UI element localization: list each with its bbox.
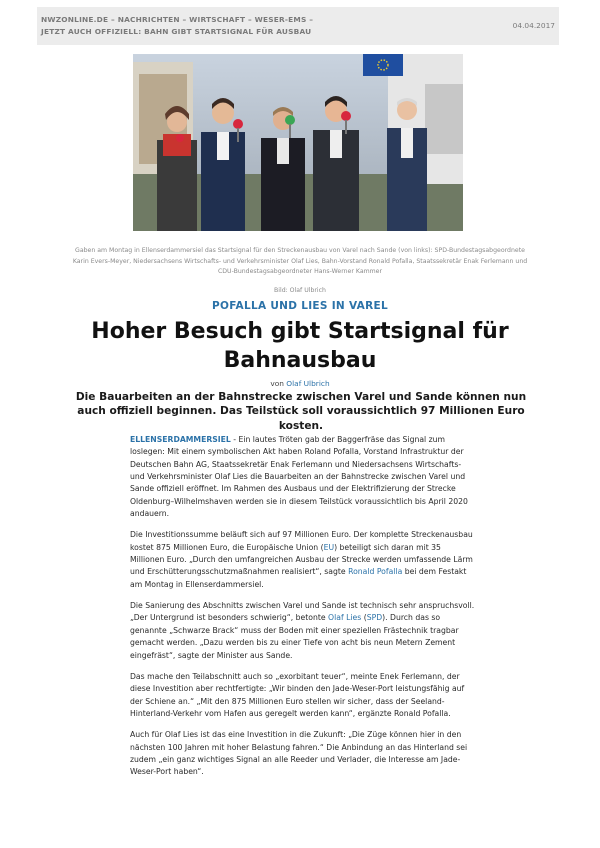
eu-flag [363, 54, 403, 76]
breadcrumb-line-1: NWZONLINE.DE – NACHRICHTEN – WIRTSCHAFT – WESER-EMS – [41, 15, 314, 24]
article-headline: Hoher Besuch gibt Startsignal für Bahnausbau [91, 319, 509, 373]
dateline: ELLENSERDAMMERSIEL [130, 435, 231, 444]
link-eu[interactable]: EU [323, 542, 335, 552]
paragraph-2 [130, 529, 475, 591]
breadcrumb[interactable] [41, 14, 441, 37]
paragraph-2-text-a: Die Investitionssumme beläuft sich auf 97 Millionen Euro. Der komplette Streckenausbau kostet 875 Millionen Euro, die Europäische Union ( [130, 530, 473, 552]
link-ronald-pofalla[interactable]: Ronald Pofalla [348, 567, 403, 577]
paragraph-5: Auch für Olaf Lies ist das eine Investition in die Zukunft: „Die Züge können hier in den nächsten 100 Jahren mit hoher Belastung fahren.“ Die Anbindung an das Hinterland sei zudem „ein ganz wichtiges Signal an alle Reeder und Verlader, die Interesse am Jade-Weser-Port haben“. [130, 730, 468, 777]
paragraph-3-text-b: ( [361, 613, 367, 623]
article-kicker: POFALLA UND LIES IN VAREL [212, 300, 388, 312]
print-header [37, 7, 559, 45]
author-link[interactable]: Olaf Ulbrich [286, 379, 330, 388]
photo-credit: Bild: Olaf Ulbrich [274, 287, 326, 294]
paragraph-4: Das mache den Teilabschnitt auch so „exorbitant teuer“, meinte Enek Ferlemann, der diese Investition aber rechtfertigte: „Wir binden den Jade-Weser-Port leistungsfähig auf der Schiene an.“ „Mit den 875 Millionen Euro stellen wir sicher, dass der Seeland-Hinterland-Verkehr vom Hafen aus geregelt werden kann“, ergänzte Ronald Pofalla. [130, 671, 465, 718]
paragraph-2-text-c: bei dem Festakt am Montag in Ellenserdammersiel. [130, 567, 467, 589]
breadcrumb-line-2: JETZT AUCH OFFIZIELL: BAHN GIBT STARTSIGNAL FÜR AUSBAU [41, 26, 312, 36]
byline-prefix: von [270, 379, 284, 388]
paragraph-3-text-a: Die Sanierung des Abschnitts zwischen Varel und Sande ist technisch sehr anspruchsvoll. „Der Untergrund ist besonders schwierig“, betonte [130, 601, 475, 623]
photo-caption: Gaben am Montag in Ellenserdammersiel das Startsignal für den Streckenausbau von Varel nach Sande (von links): SPD-Bundestagsabgeordnete Karin Evers-Meyer, Niedersachsens Wirtschafts- und Verkehrsminister Olaf Lies, Bahn-Vorstand Ronald Pofalla, Staatssekretär Enak Ferlemann und CDU-Bundestagsabgeordneter Hans-Werner Kammer [72, 247, 528, 275]
paragraph-3-text-c: ). Durch das so genannte „Schwarze Brack“ muss der Boden mit einer speziellen Frästechnik tragbar gemacht werden. „Dazu werden bis zu einer Tiefe von acht bis neun Metern Zement eingefräst“, sagte der Minister aus Sande. [130, 613, 459, 660]
paragraph-1 [130, 434, 475, 520]
paragraph-2-text-b: ) beteiligt sich daran mit 35 Millionen Euro. „Durch den umfangreichen Ausbau der Strecke werden umfassende Lärm und Erschütterungsschutzmaßnahmen realisiert“, sagte [130, 542, 473, 577]
article-photo[interactable] [133, 54, 463, 231]
link-spd[interactable]: SPD [366, 613, 383, 623]
byline [0, 379, 600, 388]
paragraph-1-text: - Ein lautes Tröten gab der Baggerfräse das Signal zum loslegen: Mit einem symbolischen Akt haben Roland Pofalla, Vorstand Infrastruktur der Deutschen Bahn AG, Staatssekretär Enak Ferlemann und Niedersachsens Wirtschafts- und Verkehrsminister Olaf Lies die Bauarbeiten an der Bahnstrecke zwischen Varel und Sande offiziell eröffnet. Im Rahmen des Ausbaus und der Elektrifizierung der Strecke Oldenburg–Wilhelmshaven werden sie in diesem Teilstück voraussichtlich bis April 2020 andauern. [130, 435, 468, 519]
print-date: 04.04.2017 [512, 21, 555, 30]
link-olaf-lies[interactable]: Olaf Lies [328, 613, 362, 623]
paragraph-3 [130, 600, 475, 662]
article-lead: Die Bauarbeiten an der Bahnstrecke zwischen Varel und Sande können nun auch offiziell beginnen. Das Teilstück soll voraussichtlich 97 Millionen Euro kosten. [75, 391, 527, 432]
article-body [130, 434, 475, 788]
